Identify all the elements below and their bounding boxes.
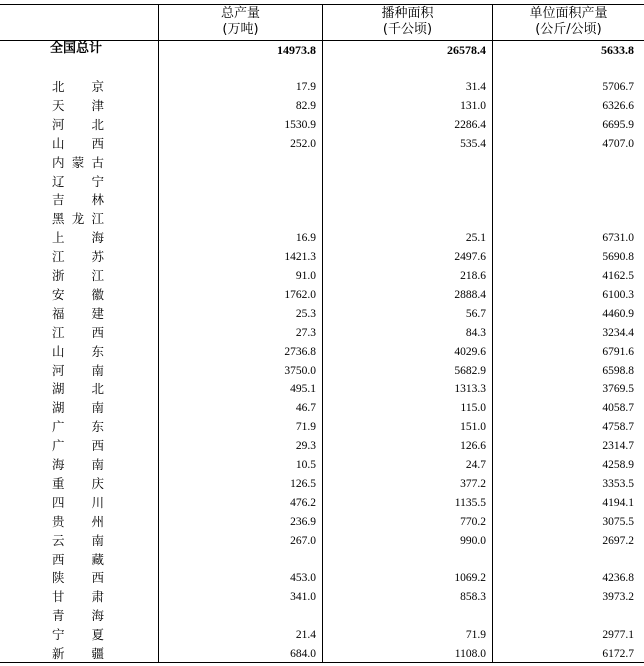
sown-area-cell: 131.0 xyxy=(460,100,486,112)
province-name-char: 北 xyxy=(91,381,104,396)
province-name xyxy=(52,533,104,549)
unit-yield-cell: 6731.0 xyxy=(602,232,634,244)
province-name xyxy=(52,570,104,586)
province-name-char: 古 xyxy=(91,155,104,170)
province-name-char: 肃 xyxy=(91,589,104,604)
province-name-char: 河 xyxy=(52,117,65,132)
province-name xyxy=(52,419,104,435)
total-output-cell: 17.9 xyxy=(295,81,316,93)
province-name-char: 苏 xyxy=(91,249,104,264)
unit-yield-cell: 3075.5 xyxy=(602,516,634,528)
province-name xyxy=(52,457,104,473)
province-name xyxy=(52,155,104,171)
province-name-char: 浙 xyxy=(52,268,65,283)
header-sown-area-unit: (千公顷) xyxy=(382,22,433,37)
sown-area-cell: 24.7 xyxy=(465,459,486,471)
province-name-char: 西 xyxy=(91,136,104,151)
province-name xyxy=(52,249,104,265)
province-name-char: 西 xyxy=(91,570,104,585)
province-name-char: 宁 xyxy=(91,174,104,189)
province-name-char: 东 xyxy=(91,344,104,359)
sown-area-cell: 990.0 xyxy=(460,535,486,547)
province-name-char: 北 xyxy=(52,79,65,94)
province-name xyxy=(52,117,104,133)
total-output-cell: 2736.8 xyxy=(284,346,316,358)
province-name-char: 江 xyxy=(52,249,65,264)
total-output-cell: 3750.0 xyxy=(284,365,316,377)
province-name-char: 甘 xyxy=(52,589,65,604)
unit-yield-cell: 4258.9 xyxy=(602,459,634,471)
province-name-char: 京 xyxy=(91,79,104,94)
unit-yield-cell: 3234.4 xyxy=(602,327,634,339)
province-name xyxy=(52,79,104,95)
unit-yield-cell: 6598.8 xyxy=(602,365,634,377)
sown-area-cell: 84.3 xyxy=(465,327,486,339)
column-divider-1 xyxy=(158,4,159,663)
total-output-cell: 453.0 xyxy=(290,572,316,584)
province-name-char: 安 xyxy=(52,287,65,302)
province-name-char: 建 xyxy=(91,306,104,321)
sown-area-cell: 126.6 xyxy=(460,440,486,452)
province-name xyxy=(52,646,104,662)
total-output-cell: 16.9 xyxy=(295,232,316,244)
province-name xyxy=(52,174,104,190)
total-output-cell: 126.5 xyxy=(290,478,316,490)
header-total-output-unit: (万吨) xyxy=(222,22,259,37)
province-name-char: 海 xyxy=(91,608,104,623)
header-sown-area-title: 播种面积 xyxy=(381,6,434,21)
province-name-char: 徽 xyxy=(91,287,104,302)
total-output-cell: 476.2 xyxy=(290,497,316,509)
header-total-output xyxy=(159,6,322,38)
province-name-char: 州 xyxy=(91,514,104,529)
province-name-char: 疆 xyxy=(91,646,104,661)
unit-yield-cell: 3973.2 xyxy=(602,591,634,603)
province-name-char: 西 xyxy=(52,552,65,567)
province-name-char: 吉 xyxy=(52,192,65,207)
header-unit-yield-unit: (公斤/公顷) xyxy=(535,22,602,37)
province-name xyxy=(52,438,104,454)
unit-yield-cell: 6326.6 xyxy=(602,100,634,112)
sown-area-cell: 1069.2 xyxy=(454,572,486,584)
province-name xyxy=(52,363,104,379)
province-name-char: 贵 xyxy=(52,514,65,529)
unit-yield-cell: 4460.9 xyxy=(602,308,634,320)
province-name xyxy=(52,211,104,227)
unit-yield-cell: 6791.6 xyxy=(602,346,634,358)
sown-area-cell: 770.2 xyxy=(460,516,486,528)
province-name-char: 山 xyxy=(52,344,65,359)
province-name-char: 东 xyxy=(91,419,104,434)
province-name-char: 海 xyxy=(91,230,104,245)
unit-yield-cell: 3353.5 xyxy=(602,478,634,490)
province-name xyxy=(52,136,104,152)
province-name xyxy=(52,495,104,511)
sown-area-cell: 151.0 xyxy=(460,421,486,433)
header-sown-area xyxy=(323,6,492,38)
total-output-cell: 267.0 xyxy=(290,535,316,547)
total-output-cell: 1421.3 xyxy=(284,251,316,263)
province-name-char: 青 xyxy=(52,608,65,623)
total-output-cell: 29.3 xyxy=(295,440,316,452)
unit-yield-cell: 2977.1 xyxy=(602,629,634,641)
unit-yield-cell: 5706.7 xyxy=(602,81,634,93)
province-name-char: 陕 xyxy=(52,570,65,585)
total-output-cell: 341.0 xyxy=(290,591,316,603)
province-name xyxy=(52,325,104,341)
province-name xyxy=(52,230,104,246)
province-name xyxy=(52,287,104,303)
sown-area-cell: 56.7 xyxy=(465,308,486,320)
unit-yield-cell: 4194.1 xyxy=(602,497,634,509)
province-name-char: 广 xyxy=(52,438,65,453)
total-output-cell: 71.9 xyxy=(295,421,316,433)
province-name-char: 南 xyxy=(91,400,104,415)
sown-area-cell: 31.4 xyxy=(465,81,486,93)
province-name xyxy=(52,627,104,643)
province-name-char: 江 xyxy=(52,325,65,340)
province-name xyxy=(52,589,104,605)
province-name xyxy=(52,400,104,416)
province-name-char: 湖 xyxy=(52,400,65,415)
province-name-char: 龙 xyxy=(71,211,85,226)
unit-yield-cell: 2314.7 xyxy=(602,440,634,452)
unit-yield-cell: 6172.7 xyxy=(602,648,634,660)
sown-area-cell: 2888.4 xyxy=(454,289,486,301)
unit-yield-cell: 4162.5 xyxy=(602,270,634,282)
total-output-cell: 1762.0 xyxy=(284,289,316,301)
unit-yield-cell: 4236.8 xyxy=(602,572,634,584)
total-output-cell: 684.0 xyxy=(290,648,316,660)
province-name-char: 上 xyxy=(52,230,65,245)
province-name-char: 湖 xyxy=(52,381,65,396)
province-name-char: 黑 xyxy=(52,211,65,226)
total-output-cell: 252.0 xyxy=(290,138,316,150)
province-name-char: 江 xyxy=(91,268,104,283)
header-unit-yield xyxy=(493,6,644,38)
unit-yield-cell: 4707.0 xyxy=(602,138,634,150)
province-name-char: 山 xyxy=(52,136,65,151)
province-name-char: 蒙 xyxy=(71,155,85,170)
province-name-char: 林 xyxy=(91,192,104,207)
header-unit-yield-title: 单位面积产量 xyxy=(529,6,608,21)
national-total-yield: 5633.8 xyxy=(601,43,634,57)
province-name xyxy=(52,344,104,360)
total-output-cell: 82.9 xyxy=(295,100,316,112)
province-name xyxy=(52,268,104,284)
column-divider-2 xyxy=(322,4,323,663)
province-name-char: 宁 xyxy=(52,627,65,642)
province-name-char: 四 xyxy=(52,495,65,510)
unit-yield-cell: 6100.3 xyxy=(602,289,634,301)
sown-area-cell: 377.2 xyxy=(460,478,486,490)
province-name-char: 内 xyxy=(52,155,65,170)
province-name-char: 北 xyxy=(91,117,104,132)
province-name xyxy=(52,306,104,322)
sown-area-cell: 2497.6 xyxy=(454,251,486,263)
total-output-cell: 236.9 xyxy=(290,516,316,528)
province-name xyxy=(52,476,104,492)
province-name-char: 西 xyxy=(91,325,104,340)
province-name-char: 藏 xyxy=(91,552,104,567)
total-output-cell: 25.3 xyxy=(295,308,316,320)
sown-area-cell: 535.4 xyxy=(460,138,486,150)
sown-area-cell: 71.9 xyxy=(465,629,486,641)
province-name xyxy=(52,608,104,624)
province-name-char: 云 xyxy=(52,533,65,548)
sown-area-cell: 218.6 xyxy=(460,270,486,282)
total-output-cell: 1530.9 xyxy=(284,119,316,131)
column-divider-3 xyxy=(492,4,493,663)
province-name xyxy=(52,381,104,397)
unit-yield-cell: 3769.5 xyxy=(602,383,634,395)
unit-yield-cell: 5690.8 xyxy=(602,251,634,263)
province-name-char: 天 xyxy=(52,98,65,113)
province-name-char: 辽 xyxy=(52,174,65,189)
total-output-cell: 10.5 xyxy=(295,459,316,471)
province-name-char: 南 xyxy=(91,533,104,548)
unit-yield-cell: 4058.7 xyxy=(602,402,634,414)
province-name-char: 福 xyxy=(52,306,65,321)
unit-yield-cell: 6695.9 xyxy=(602,119,634,131)
sown-area-cell: 5682.9 xyxy=(454,365,486,377)
sown-area-cell: 1108.0 xyxy=(454,648,486,660)
national-total-output: 14973.8 xyxy=(277,43,316,57)
province-name-char: 津 xyxy=(91,98,104,113)
sown-area-cell: 4029.6 xyxy=(454,346,486,358)
total-output-cell: 21.4 xyxy=(295,629,316,641)
province-name-char: 庆 xyxy=(91,476,104,491)
unit-yield-cell: 4758.7 xyxy=(602,421,634,433)
unit-yield-cell: 2697.2 xyxy=(602,535,634,547)
province-name-char: 河 xyxy=(52,363,65,378)
province-name xyxy=(52,514,104,530)
sown-area-cell: 1313.3 xyxy=(454,383,486,395)
total-output-cell: 46.7 xyxy=(295,402,316,414)
province-name-char: 重 xyxy=(52,476,65,491)
province-name-char: 川 xyxy=(91,495,104,510)
sown-area-cell: 115.0 xyxy=(460,402,486,414)
national-total-area: 26578.4 xyxy=(447,43,486,57)
national-total-label: 全国总计 xyxy=(50,41,103,56)
province-name xyxy=(52,192,104,208)
province-name-char: 广 xyxy=(52,419,65,434)
sown-area-cell: 2286.4 xyxy=(454,119,486,131)
province-name-char: 南 xyxy=(91,363,104,378)
total-output-cell: 91.0 xyxy=(295,270,316,282)
province-name-char: 江 xyxy=(91,211,104,226)
province-name xyxy=(52,98,104,114)
sown-area-cell: 25.1 xyxy=(465,232,486,244)
total-output-cell: 27.3 xyxy=(295,327,316,339)
province-name-char: 海 xyxy=(52,457,65,472)
header-total-output-title: 总产量 xyxy=(220,6,260,21)
total-output-cell: 495.1 xyxy=(290,383,316,395)
province-name-char: 夏 xyxy=(91,627,104,642)
province-name-char: 西 xyxy=(91,438,104,453)
province-name xyxy=(52,552,104,568)
province-name-char: 新 xyxy=(52,646,65,661)
sown-area-cell: 1135.5 xyxy=(454,497,486,509)
province-name-char: 南 xyxy=(91,457,104,472)
sown-area-cell: 858.3 xyxy=(460,591,486,603)
